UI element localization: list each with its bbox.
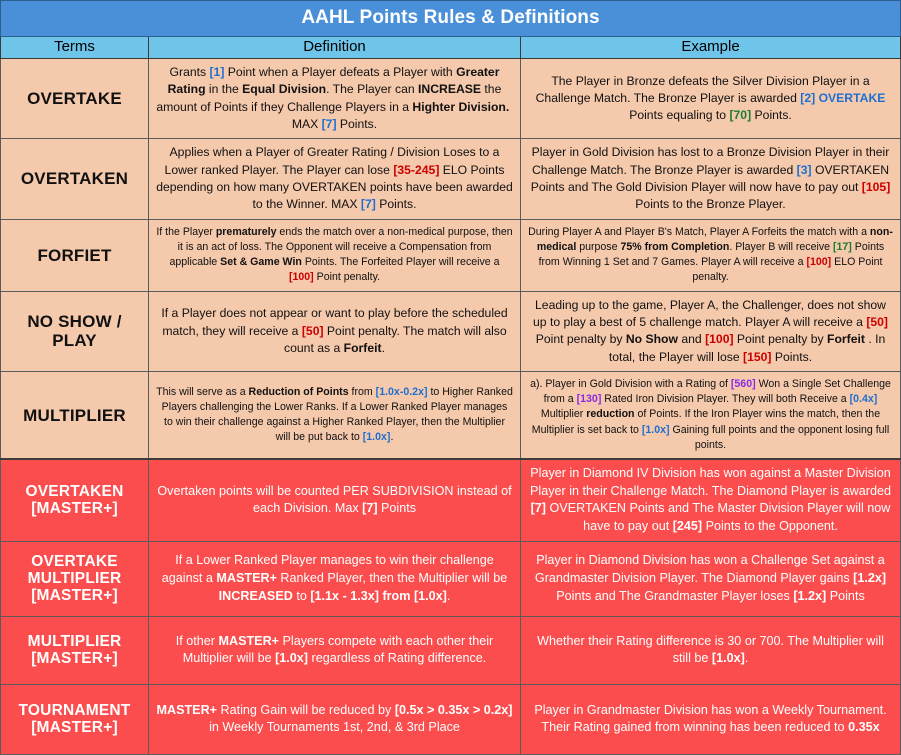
term-cell: [1, 684, 149, 754]
term-line: MULTIPLIER: [27, 570, 122, 587]
term-cell: [1, 59, 149, 139]
term-cell: [1, 459, 149, 541]
example-cell: Leading up to the game, Player A, the Challenger, does not show up to play a best of 5 challenge match. Player A will receive a [50] Point penalty by No Show and [100] Point penalty by Forfeit . In total, the Player will lose [150] Points.: [521, 291, 901, 371]
definition-cell: MASTER+ Rating Gain will be reduced by [0.5x > 0.35x > 0.2x] in Weekly Tournaments 1st, 2nd, & 3rd Place: [149, 684, 521, 754]
table-row: [1, 291, 901, 371]
column-header-example: Example: [521, 37, 901, 59]
title-row: [1, 1, 901, 37]
term-cell: [1, 219, 149, 291]
column-header-terms: Terms: [1, 37, 149, 59]
example-cell: During Player A and Player B's Match, Player A Forfeits the match with a non-medical purpose 75% from Completion. Player B will receive [17] Points from Winning 1 Set and 7 Games. Player A will receive a [100] ELO Point penalty.: [521, 219, 901, 291]
term-cell: [1, 616, 149, 684]
example-cell: The Player in Bronze defeats the Silver Division Player in a Challenge Match. The Bronze Player is awarded [2] OVERTAKE Points equaling to [70] Points.: [521, 59, 901, 139]
definition-cell: If the Player prematurely ends the match over a non-medical purpose, then it is an act of loss. The Opponent will receive a Compensation from applicable Set & Game Win Points. The Forfeited Player will receive a [100] Point penalty.: [149, 219, 521, 291]
definition-cell: Applies when a Player of Greater Rating / Division Loses to a Lower ranked Player. The Player can lose [35-245] ELO Points depending on how many OVERTAKEN points have been awarded to the Winner. MAX [7] Points.: [149, 139, 521, 219]
term-line: OVERTAKEN: [20, 169, 129, 189]
term-line: [MASTER+]: [31, 650, 118, 668]
definition-cell: This will serve as a Reduction of Points from [1.0x-0.2x] to Higher Ranked Players challenging the Lower Ranks. If a Lower Ranked Player manages to win their challenge against a Higher Ranked Player, then the Multiplier will be put back to [1.0x].: [149, 371, 521, 459]
term-line: MULTIPLIER: [27, 632, 122, 650]
term-line: OVERTAKE: [31, 552, 118, 570]
term-line: [MASTER+]: [31, 719, 118, 737]
column-header-row: [1, 37, 901, 59]
table-row: [1, 219, 901, 291]
term-line: FORFIET: [37, 245, 112, 265]
term-line: [MASTER+]: [31, 587, 118, 605]
definition-cell: Grants [1] Point when a Player defeats a Player with Greater Rating in the Equal Division. The Player can INCREASE the amount of Points if they Challenge Players in a Highter Division. MAX [7] Points.: [149, 59, 521, 139]
example-cell: Player in Diamond IV Division has won against a Master Division Player in their Challenge Match. The Diamond Player is awarded [7] OVERTAKEN Points and The Master Division Player will now have to pay out [245] Points to the Opponent.: [521, 459, 901, 541]
term-line: TOURNAMENT: [18, 701, 131, 719]
definition-cell: If a Lower Ranked Player manages to win their challenge against a MASTER+ Ranked Player, then the Multiplier will be INCREASED to [1.1x - 1.3x] from [1.0x].: [149, 541, 521, 616]
table-row: [1, 616, 901, 684]
definition-cell: Overtaken points will be counted PER SUBDIVISION instead of each Division. Max [7] Points: [149, 459, 521, 541]
definition-cell: If a Player does not appear or want to play before the scheduled match, they will receive a [50] Point penalty. The match will also count as a Forfeit.: [149, 291, 521, 371]
table-row: [1, 371, 901, 459]
example-cell: Whether their Rating difference is 30 or 700. The Multiplier will still be [1.0x].: [521, 616, 901, 684]
table-row: [1, 541, 901, 616]
page-title: AAHL Points Rules & Definitions: [1, 1, 901, 37]
table-row: [1, 139, 901, 219]
term-line: [MASTER+]: [31, 500, 118, 518]
term-line: OVERTAKEN: [25, 483, 124, 501]
table-row: [1, 59, 901, 139]
example-cell: Player in Grandmaster Division has won a Weekly Tournament. Their Rating gained from winning has been reduced to 0.35x: [521, 684, 901, 754]
definition-cell: If other MASTER+ Players compete with each other their Multiplier will be [1.0x] regardless of Rating difference.: [149, 616, 521, 684]
column-header-definition: Definition: [149, 37, 521, 59]
term-line: NO SHOW / PLAY: [27, 312, 122, 351]
example-cell: Player in Gold Division has lost to a Bronze Division Player in their Challenge Match. The Bronze Player is awarded [3] OVERTAKEN Points and The Gold Division Player will now have to pay out [105] Points to the Bronze Player.: [521, 139, 901, 219]
term-line: MULTIPLIER: [23, 405, 126, 425]
term-cell: [1, 541, 149, 616]
example-cell: a). Player in Gold Division with a Rating of [560] Won a Single Set Challenge from a [130] Rated Iron Division Player. They will both Receive a [0.4x] Multiplier reduction of Points. If the Iron Player wins the match, then the Multiplier is set back to [1.0x] Gaining full points and the opponent losing full points.: [521, 371, 901, 459]
table-row: [1, 459, 901, 541]
example-cell: Player in Diamond Division has won a Challenge Set against a Grandmaster Division Player. The Diamond Player gains [1.2x] Points and The Grandmaster Player loses [1.2x] Points: [521, 541, 901, 616]
term-cell: [1, 371, 149, 459]
term-line: OVERTAKE: [27, 89, 122, 109]
term-cell: [1, 291, 149, 371]
term-cell: [1, 139, 149, 219]
table-body: [1, 1, 901, 755]
table-row: [1, 684, 901, 754]
